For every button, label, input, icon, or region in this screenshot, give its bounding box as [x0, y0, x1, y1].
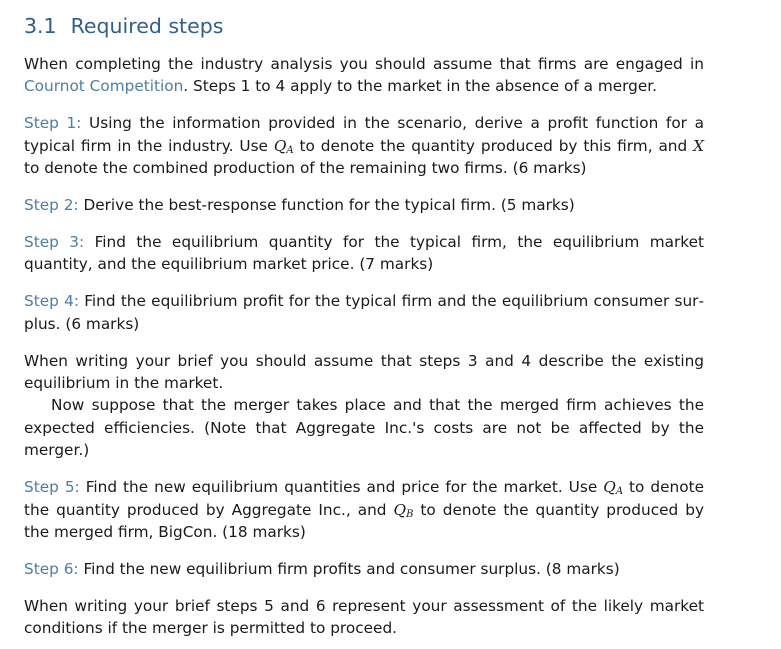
brief-paragraph-2: When writing your brief steps 5 and 6 represent your assessment of the likely market conditions if the merger is permitted to proceed. — [24, 596, 704, 638]
step-3-label: Step 3: — [24, 232, 85, 251]
intro-text-end: . Steps 1 to 4 apply to the market in the absence of a merger. — [183, 77, 658, 96]
step-6-text: Find the new equilibrium firm profits and consumer surplus. (8 marks) — [78, 559, 620, 578]
section-heading — [24, 12, 704, 40]
step-1-text: Using the information provided in the scenario, derive a profit function for a typical firm in the industry. Use — [24, 114, 704, 155]
step-3-text: Find the equilibrium quantity for the typical firm, the equilibrium market quantity, and the equilibrium market price. (7 marks) — [24, 232, 705, 274]
var-sub-a: A — [286, 144, 294, 156]
brief-paragraph-1: When writing your brief you should assume that steps 3 and 4 describe the existing equilibrium in the market. — [24, 351, 704, 392]
step-1-text-2: to denote the quantity produced by this firm, and — [293, 136, 694, 155]
var-q: Q — [393, 500, 407, 519]
step-1-paragraph — [24, 112, 704, 179]
var-sub-a: A — [615, 486, 624, 498]
section-number: 3.1 — [24, 14, 57, 38]
var-qa — [603, 478, 623, 496]
var-q: Q — [603, 478, 616, 497]
step-6-label: Step 6: — [24, 559, 79, 578]
step-5-text-3: to denote the quantity produced by the merged firm, BigCon. (18 marks) — [24, 500, 704, 541]
step-2-paragraph — [24, 194, 704, 216]
var-qb — [394, 501, 414, 519]
step-4-text: Find the equilibrium profit for the typical firm and the equilibrium consumer surplus. (6 marks) — [24, 292, 705, 333]
intro-paragraph — [24, 53, 704, 98]
var-q: Q — [273, 136, 287, 155]
step-4-label: Step 4: — [24, 292, 79, 311]
cournot-competition-link[interactable]: Cournot Competition — [24, 77, 184, 96]
step-2-text: Derive the best-response function for the typical firm. (5 marks) — [78, 196, 575, 215]
var-qa — [274, 137, 294, 155]
step-5-text-2: to denote the quantity produced by Aggregate Inc., and — [24, 478, 704, 519]
step-3-paragraph — [24, 231, 704, 276]
step-5-paragraph — [24, 476, 704, 543]
section-title: Required steps — [70, 14, 224, 38]
merger-paragraph: Now suppose that the merger takes place and that the merged firm achieves the expected efficiencies. (Note that Aggregate Inc.'s costs are not be affected by the merger.) — [24, 396, 704, 460]
intro-text: When completing the industry analysis you should assume that firms are engaged in — [24, 55, 704, 73]
step-5-text: Find the new equilibrium quantities and price for the market. Use — [79, 478, 604, 497]
step-2-label: Step 2: — [24, 196, 79, 215]
var-sub-b: B — [406, 508, 414, 520]
step-1-text-3: to denote the combined production of the remaining two firms. (6 marks) — [24, 159, 587, 178]
step-1-label: Step 1: — [24, 114, 82, 133]
step-4-paragraph — [24, 290, 704, 335]
step-5-label: Step 5: — [24, 478, 80, 497]
document-page — [24, 12, 704, 640]
var-x: X — [693, 136, 704, 155]
step-6-paragraph — [24, 558, 704, 580]
